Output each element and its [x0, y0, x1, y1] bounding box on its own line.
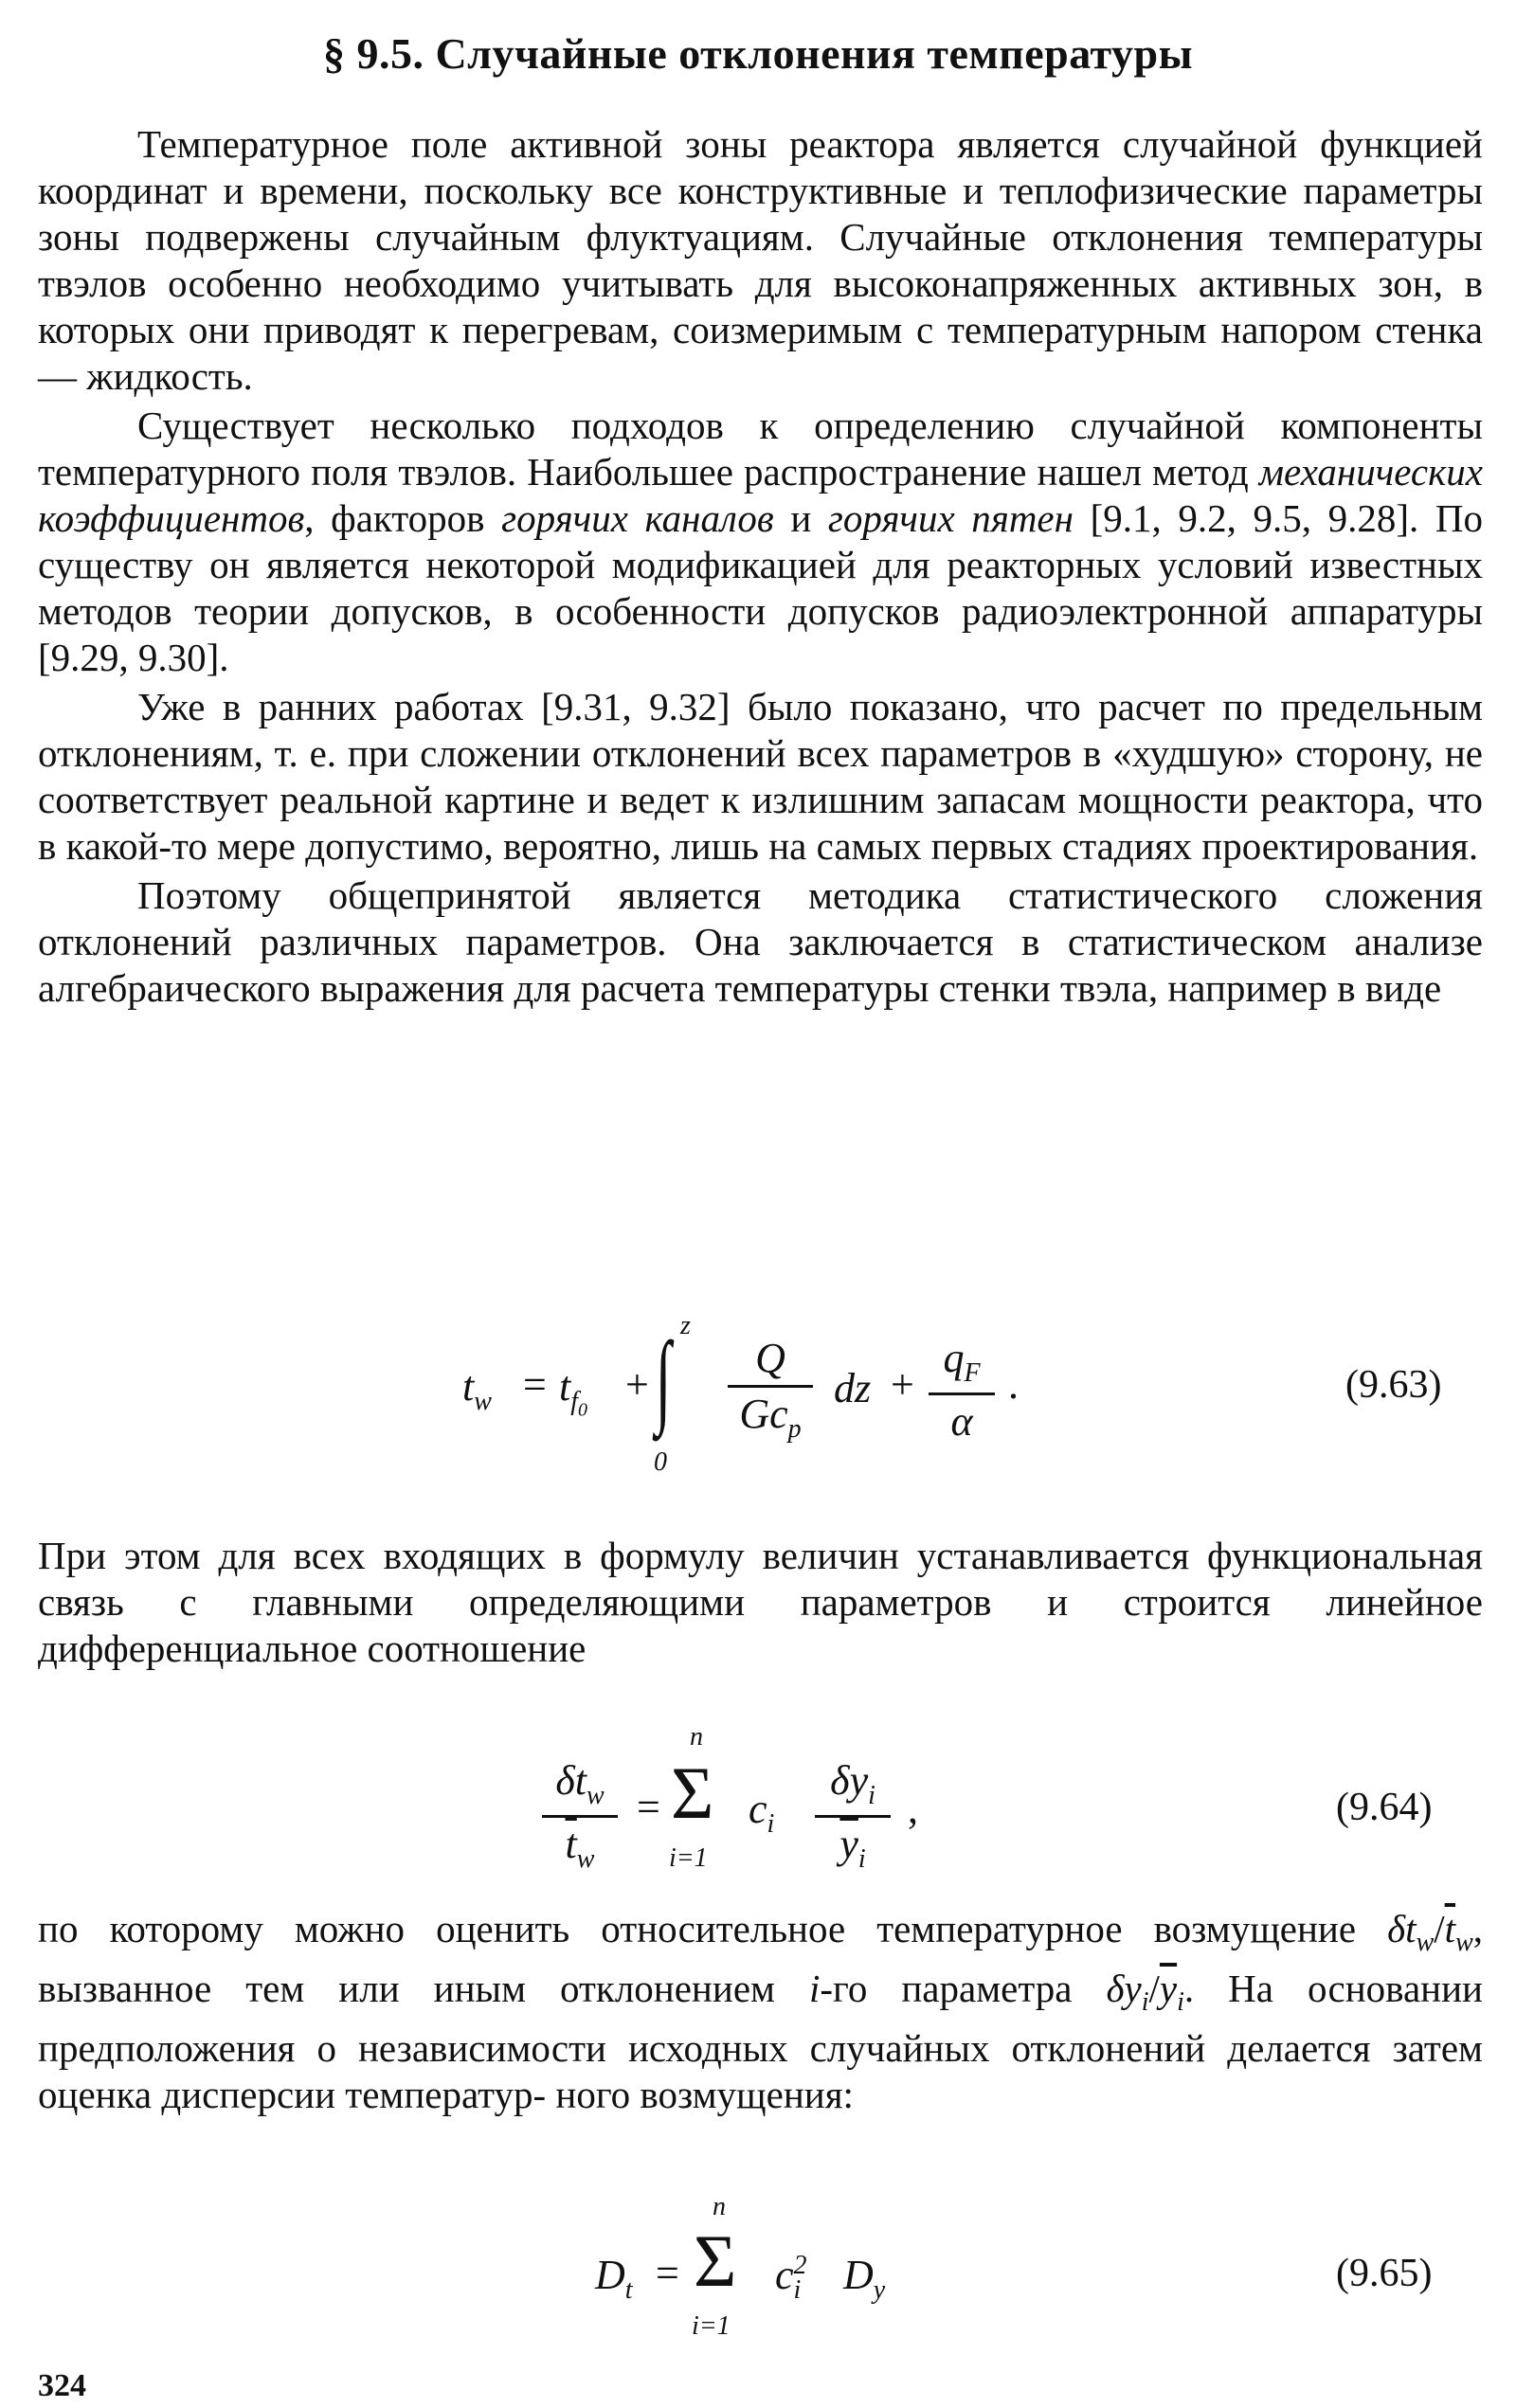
paragraph-dispersion: по которому можно оценить относительное температурное возмущение $\delta t_w/\overline{t}_w$, вызванное тем или иным отклонением i-го параметра $\delta y_i/\overline{y}_i$. На основании предположения о независимости исходных случайных отклонений делается затем оценка дисперсии температур- ного возмущения: — [38, 1907, 1483, 2117]
equation-9-63: $t_w$ = $t_{f_0}$ + z ∫ 0 Q $Gc_p$ dz + $q_F$ α . (9.63) — [462, 1311, 1442, 1477]
summation-sign: Σ — [694, 2219, 737, 2302]
summation-sign: Σ — [671, 1752, 714, 1834]
text-block-bottom — [38, 1906, 1483, 2118]
equation-number: (9.64) — [1336, 1786, 1433, 1829]
paragraph-linear-relation: При этом для всех входящих в формулу величин устанавливается функциональная связь с главными определяющими параметров и строится линейное дифференциальное соотношение — [38, 1534, 1483, 1670]
equation-9-64: $\delta t_w$ $\overline{t}_w$ = n Σ i=1 $c_i$ $\delta y_i$ $\overline{y}_i$ , (9.64) — [0, 1722, 1516, 1883]
paragraph-approaches: Существует несколько подходов к определению случайной компоненты температурного поля твэлов. Наибольшее распространение нашел метод механических коэффициентов, факторов горячих каналов и горячих пятен [9.1, 9.2, 9.5, 9.28]. По существу он является некоторой модификацией для реакторных условий известных методов теории допусков, в особенности допусков радиоэлектронной аппаратуры [9.29, 9.30]. — [38, 404, 1483, 679]
fraction-qf-over-alpha: $q_F$ α — [929, 1338, 995, 1443]
paragraph-statistical-method: Поэтому общепринятой является методика статистического сложения отклонений различных параметров. Она заключается в статистическом анализе алгебраического выражения для расчета температуры стенки твэла, например в виде — [38, 873, 1483, 1010]
page-number: 324 — [38, 2368, 86, 2403]
text-block-middle — [38, 1533, 1483, 1672]
integral-sign: ∫ — [655, 1321, 672, 1436]
equation-number: (9.63) — [1345, 1363, 1442, 1407]
paragraph-early-works: Уже в ранних работах [9.31, 9.32] было показано, что расчет по предельным отклонениям, т. е. при сложении отклонений всех параметров в «худшую» сторону, не соответствует реальной картине и ведет к излишним запасам мощности реактора, что в какой-то мере допустимо, вероятно, лишь на самых первых стадиях проектирования. — [38, 685, 1483, 868]
text-block-top — [38, 121, 1483, 1012]
fraction-q-over-gcp: Q $Gc_p$ — [728, 1338, 813, 1443]
fraction-dtw-over-tw: $\delta t_w$ $\overline{t}_w$ — [542, 1760, 618, 1873]
section-title: § 9.5. Случайные отклонения температуры — [322, 29, 1194, 78]
paragraph-intro: Температурное поле активной зоны реактора является случайной функцией координат и времени, поскольку все конструктивные и теплофизические параметры зоны подвержены случайным флуктуациям. Случайные отклонения температуры твэлов особенно необходимо учитывать для высоконапряженных активных зон, в которых они приводят к перегревам, соизмеримым с температурным напором стенка — жидкость. — [38, 122, 1483, 398]
equation-number: (9.65) — [1336, 2252, 1433, 2295]
fraction-dyi-over-yi: $\delta y_i$ $\overline{y}_i$ — [815, 1760, 891, 1873]
equation-9-65: $D_t$ = n Σ i=1 $c^2_i$ $D_y$ (9.65) — [595, 2192, 1433, 2341]
